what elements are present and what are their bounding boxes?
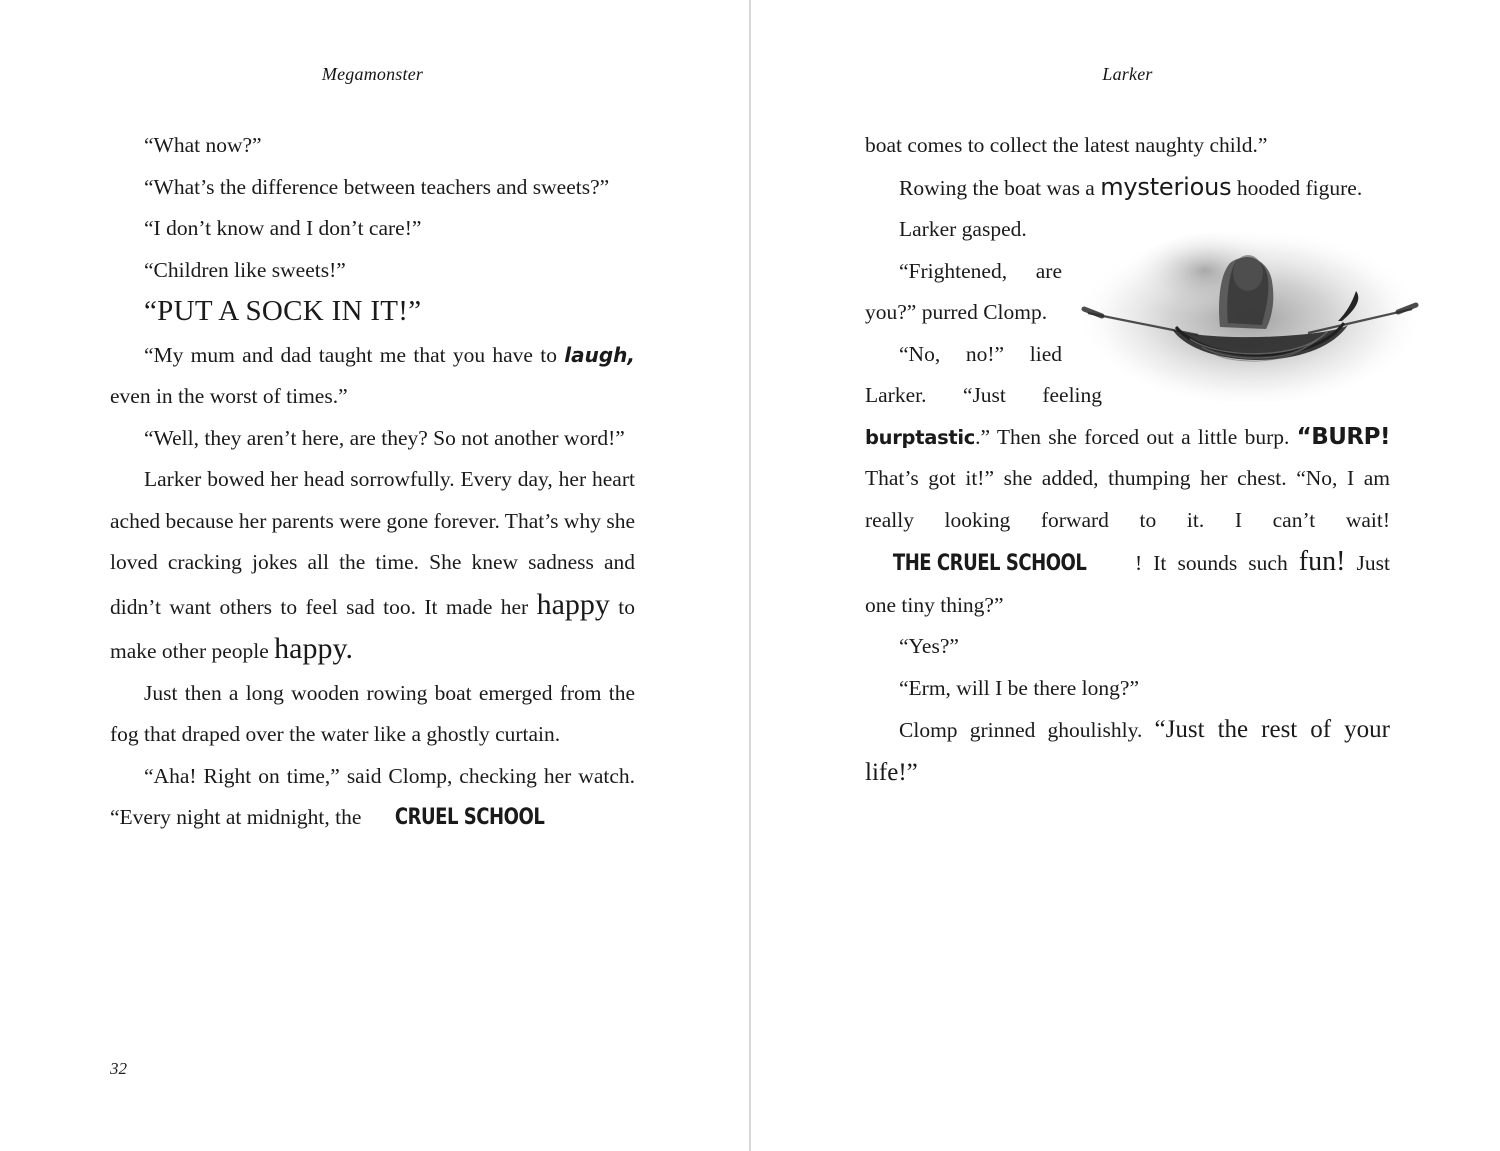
emphasis-mysterious: mysterious [1100,172,1232,201]
emphasis-laugh: laugh, [564,342,635,367]
right-page-body [865,125,1390,794]
right-running-head: Larker [1102,64,1153,84]
emphasis-cruel-school: CRUEL SCHOOL [394,805,545,830]
paragraph: Clomp grinned ghoulishly. “Just the rest of your life!” [865,716,1391,786]
paragraph: “Erm, will I be there long?” [899,675,1139,700]
paragraph: “My mum and dad taught me that you have to laugh, even in the worst of times.” [110,342,635,408]
paragraph-shout: “PUT A SOCK IN IT!” [144,295,422,327]
paragraph: “No, no!” lied Larker. “Just feeling burptastic.” Then she forced out a little burp. “BURP! That’s got it!” she added, thumping her chest. “No, I am really looking forward to it. I can’t wait! THE CRUEL SCHOOL ! It sounds such fun! Just one tiny thing?” [865,341,1390,617]
paragraph: “Children like sweets!” [144,257,346,282]
paragraph: “I don’t know and I don’t care!” [144,216,422,240]
page-number: 32 [110,1059,127,1078]
paragraph: Larker gasped. [899,217,1027,241]
paragraph: Just then a long wooden rowing boat emerged from the fog that draped over the water like a ghostly curtain. [110,680,635,746]
paragraph: “Frightened, are you?” purred Clomp. [865,258,1062,324]
emphasis-just-rest-of-your-life: “Just the rest of your life!” [865,716,1391,786]
paragraph: Larker bowed her head sorrowfully. Every day, her heart ached because her parents were gone forever. That’s why she loved cracking jokes all the time. She knew sadness and didn’t want others to feel sad too. It made her happy to make other people happy. [110,467,635,665]
paragraph: boat comes to collect the latest naughty child.” [865,133,1268,157]
rowing-boat-illustration [1080,217,1420,407]
emphasis-happy: happy. [274,632,354,665]
paragraph: “Aha! Right on time,” said Clomp, checking her watch. “Every night at midnight, the CRUEL SCHOOL [110,756,635,839]
paragraph: “Yes?” [899,634,959,658]
emphasis-fun: fun! [1298,546,1346,577]
paragraph: “Well, they aren’t here, are they? So not another word!” [144,425,625,450]
paragraph: “What now?” [144,133,262,157]
emphasis-burp: “BURP! [1296,423,1390,450]
emphasis-burptastic: burptastic [865,425,976,449]
emphasis-cruel-school: THE CRUEL SCHOOL [892,551,1087,576]
paragraph: “What’s the difference between teachers and sweets?” [144,174,610,199]
left-running-head: Megamonster [321,64,424,84]
right-page [750,0,1500,1151]
paragraph: Rowing the boat was a mysterious hooded figure. [899,172,1363,201]
left-page-body [110,125,635,839]
emphasis-happy: happy [536,587,610,621]
